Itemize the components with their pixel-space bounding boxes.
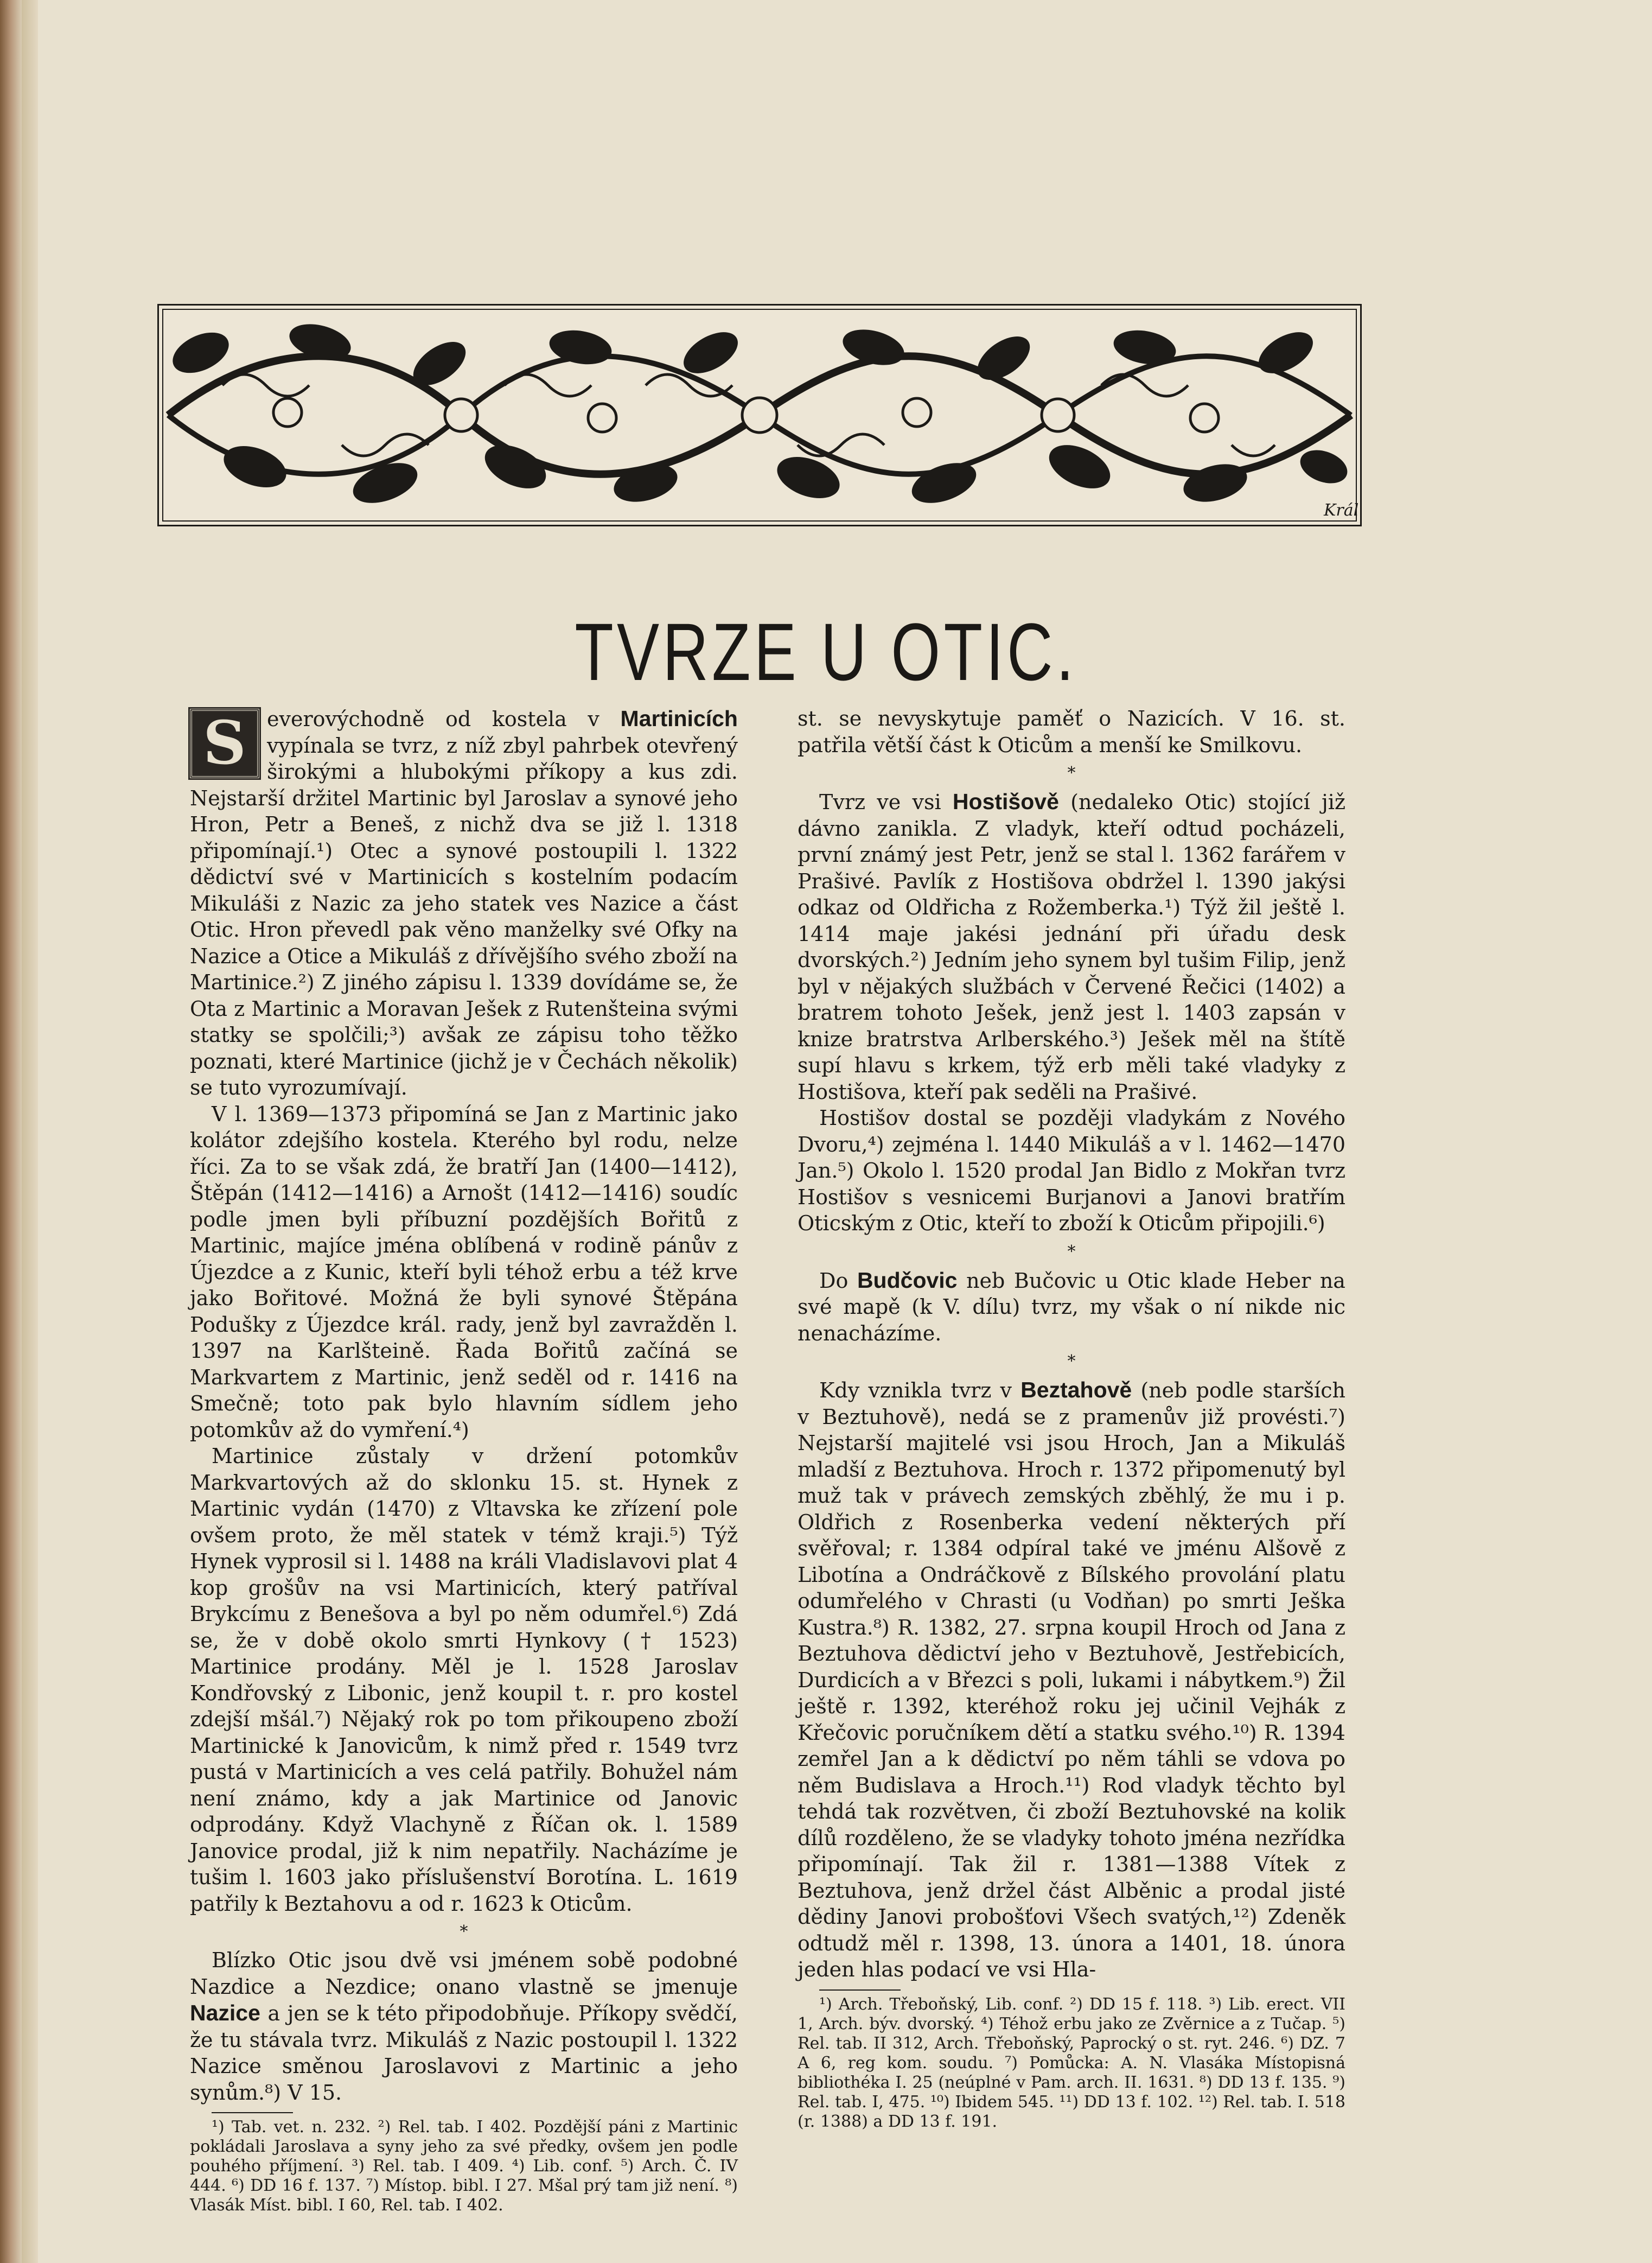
nazice-text-rest: a jen se k této připodobňuje. Příkopy svědčí, že tu stávala tvrz. Mikuláš z Nazic postoupil l. 1322 Nazice směnou Jaroslavovi z Martinic a jeho synům.⁸) V 15.: [190, 2001, 738, 2105]
place-hostisov: Hostišově: [952, 789, 1059, 814]
budcovice-text-rest: neb Bučovic u Otic klade Heber na své mapě (k V. dílu) tvrz, my však o ní nikde nic nenacházíme.: [798, 1268, 1345, 1345]
place-budcovice: Budčovic: [857, 1267, 958, 1293]
decorative-header-ornament: [157, 304, 1362, 526]
page-edge: [22, 0, 38, 2263]
left-column: [190, 705, 738, 2215]
right-column: [798, 705, 1345, 2132]
budcovice-text-start: Do: [819, 1268, 849, 1293]
paragraph-hostisov: [798, 789, 1345, 1105]
book-gutter: [0, 0, 22, 2263]
section-separator: *: [1067, 1352, 1076, 1371]
paragraph-beztahov: [798, 1377, 1345, 1983]
left-footnotes: [190, 2118, 738, 2215]
intro-paragraph: [190, 705, 738, 1101]
place-martinice: Martinicích: [620, 706, 738, 731]
drop-cap: S: [190, 709, 259, 778]
intro-text: vypínala se tvrz, z níž zbyl pahrbek otevřený širokými a hlubokými příkopy a kus zdi. Nejstarší držitel Martinic byl Jaroslav a synové jeho Hron, Petr a Beneš, z nichž dva se již l. 1318 připomínají.¹) Otec a synové postoupili l. 1322 dědictví své v Martinicích s kostelním podacím Mikuláši z Nazic za jeho statek ves Nazice a část Otic. Hron převedl pak věno manželky své Ofky na Nazice a Otice a Mikuláš z dřívějšího svého zboží na Martinice.²) Z jiného zápisu l. 1339 dovídáme se, že Ota z Martinic a Moravan Ješek z Rutenšteina svými statky se spolčili;³) avšak ze zápisu toho těžko poznati, které Martinice (jichž je v Čechách několik) se tuto vyrozumívají.: [190, 733, 738, 1099]
section-separator: *: [1067, 764, 1076, 783]
footnote-rule: [819, 1989, 901, 1991]
page-title: TVRZE U OTIC.: [575, 606, 1077, 697]
paragraph-martinice-potomci: Martinice zůstaly v držení potomkův Markvartových až do sklonku 15. st. Hynek z Martinic vydán (1470) z Vltavska ke zřízení pole ovšem proto, že měl statek v témž kraji.⁵) Týž Hynek vyprosil si l. 1488 na králi Vladislavovi plat 4 kop grošův na vsi Martinicích, který patříval Brykcímu z Benešova a byl po něm odumřel.⁶) Zdá se, že v době okolo smrti Hynkovy († 1523) Martinice prodány. Měl je l. 1528 Jaroslav Kondřovský z Libonic, jenž koupil t. r. pro kostel zdejší mšál.⁷) Nějaký rok po tom přikoupeno zboží Martinické k Janovicům, k nimž před r. 1549 tvrz pustá v Martinicích a ves celá patřily. Bohužel nám není známo, kdy a jak Martinice od Janovic odprodány. Když Vlachyně z Říčan ok. l. 1589 Janovice prodal, již k nim nepatřily. Nacházíme je tušim l. 1603 jako příslušenství Borotína. L. 1619 patřily k Beztahovu a od r. 1623 k Oticům.: [190, 1444, 738, 1916]
place-nazice: Nazice: [190, 2000, 260, 2025]
paragraph-nazice-cont: st. se nevyskytuje paměť o Nazicích. V 16. st. patřila větší část k Oticům a menší ke Smilkovu.: [798, 707, 1345, 757]
left-footnote-text: ¹) Tab. vet. n. 232. ²) Rel. tab. I 402. Pozdější páni z Martinic pokládali Jaroslava a syny jeho za své předky, ovšem jen podle pouhého příjmení. ³) Rel. tab. I 409. ⁴) Lib. conf. ⁵) Arch. Č. IV 444. ⁶) DD 16 f. 137. ⁷) Místop. bibl. I 27. Mšal prý tam již není. ⁸) Vlasák Míst. bibl. I 60, Rel. tab. I 402.: [190, 2118, 738, 2215]
ornament-signature: Král: [1324, 501, 1359, 520]
beztahov-text-start: Kdy vznikla tvrz v: [819, 1378, 1012, 1402]
intro-start: everovýchodně od kostela v: [267, 707, 599, 731]
paragraph-nazice: [190, 1947, 738, 2106]
place-beztahov: Beztahově: [1020, 1377, 1132, 1402]
right-footnotes: [798, 1995, 1345, 2132]
section-separator: *: [1067, 1242, 1076, 1261]
paragraph-hostisov-later: Hostišov dostal se později vladykám z Nového Dvoru,⁴) zejména l. 1440 Mikuláš a v l. 1462—1470 Jan.⁵) Okolo l. 1520 prodal Jan Bidlo z Mokřan tvrz Hostišov s vesnicemi Burjanovi a Janovi bratřím Oticským z Otic, kteří to zboží k Oticům připojili.⁶): [798, 1106, 1345, 1235]
paragraph-jan-z-martinic: V l. 1369—1373 připomíná se Jan z Martinic jako kolátor zdejšího kostela. Kterého byl rodu, nelze říci. Za to se však zdá, že bratří Jan (1400—1412), Štěpán (1412—1416) a Arnošt (1412—1416) soudíc podle jmen byli příbuzní pozdějších Bořitů z Martinic, majíce jména oblíbená v rodině pánův z Újezdce a z Kunic, kteří byli téhož erbu a též krve jako Bořitové. Možná že byli synové Štěpána Podušky z Újezdce král. rady, jenž byl zavražděn l. 1397 na Karlšteině. Řada Bořitů začíná se Markvartem z Martinic, jenž seděl od r. 1416 na Smečně; toto pak bylo hlavním sídlem jeho potomkův až do vymření.⁴): [190, 1102, 738, 1442]
right-footnote-text: ¹) Arch. Třeboňský, Lib. conf. ²) DD 15 f. 118. ³) Lib. erect. VII 1, Arch. býv. dvorský. ⁴) Téhož erbu jako ze Zvěrnice a z Tučap. ⁵) Rel. tab. II 312, Arch. Třeboňský, Paprocký o st. ryt. 246. ⁶) DZ. 7 A 6, reg kom. soudu. ⁷) Pomůcka: A. N. Vlasáka Místopisná bibliothéka I. 25 (neúplné v Pam. arch. II. 1631. ⁸) DD 13 f. 135. ⁹) Rel. tab. I, 475. ¹⁰) Ibidem 545. ¹¹) DD 13 f. 102. ¹²) Rel. tab. I. 518 (r. 1388) a DD 13 f. 191.: [798, 1994, 1345, 2131]
hostisov-text-rest: (nedaleko Otic) stojící již dávno zanikla. Z vladyk, kteří odtud pocházeli, první známý jest Petr, jenž se stal l. 1362 farářem v Prašivé. Pavlík z Hostišova obdržel l. 1390 jakýsi odkaz od Oldřicha z Rožemberka.¹) Týž žil ještě l. 1414 maje jakési jednání při úřadu desk dvorských.²) Jedním jeho synem byl tušim Filip, jenž byl v nějakých službách v Červené Řečici (1402) a bratrem tohoto Ješek, jenž jest l. 1403 zapsán v knize bratrstva Arlberského.³) Ješek měl na štítě supí hlavu s krkem, týž erb měli také vladyky z Hostišova, kteří pak seděli na Prašivé.: [798, 790, 1345, 1104]
beztahov-text-rest: (neb podle starších v Beztuhově), nedá se z pramenův již provésti.⁷) Nejstarší majitelé vsi jsou Hroch, Jan a Mikuláš mladší z Beztuhova. Hroch r. 1372 připomenutý byl muž tak v právech zemských zběhlý, že mu i p. Oldřich z Rosenberka vedení některých pří svěřoval; r. 1384 odpíral také ve jménu Alšově z Libotína a Ondráčkově z Bílského provolání platu odumřelého v Chrasti (u Vodňan) po smrti Ješka Kustra.⁸) R. 1382, 27. srpna koupil Hroch od Jana z Beztuhova dědictví jeho v Beztuhově, Jestřebicích, Durdicích a v Březci s poli, lukami i nábytkem.⁹) Žil ještě r. 1392, kteréhož roku jej učinil Vejhák z Křečovic poručníkem dětí a statku svého.¹⁰) R. 1394 zemřel Jan a k dědictví po něm táhli se vdova po něm Budislava a Hroch.¹¹) Rod vladyk těchto byl tehdá tak rozvětven, či zboží Beztuhovské na kolik dílů rozděleno, že se vladyky tohoto jména nezřídka připomínají. Tak žil r. 1381—1388 Vítek z Beztuhova, jenž držel část Alběnic a prodal jisté dědiny Janovi probošťovi Všech svatých,¹²) Zdeněk odtudž měl r. 1398, 13. února a 1401, 18. února jeden hlas podací ve vsi Hla-: [798, 1378, 1345, 1981]
section-separator: *: [460, 1922, 468, 1941]
footnote-rule: [212, 2112, 293, 2113]
nazice-text-start: Blízko Otic jsou dvě vsi jménem sobě podobné Nazdice a Nezdice; onano vlastně se jmenuje: [190, 1948, 738, 1999]
paragraph-budcovice: [798, 1267, 1345, 1347]
hostisov-text-start: Tvrz ve vsi: [819, 790, 941, 814]
